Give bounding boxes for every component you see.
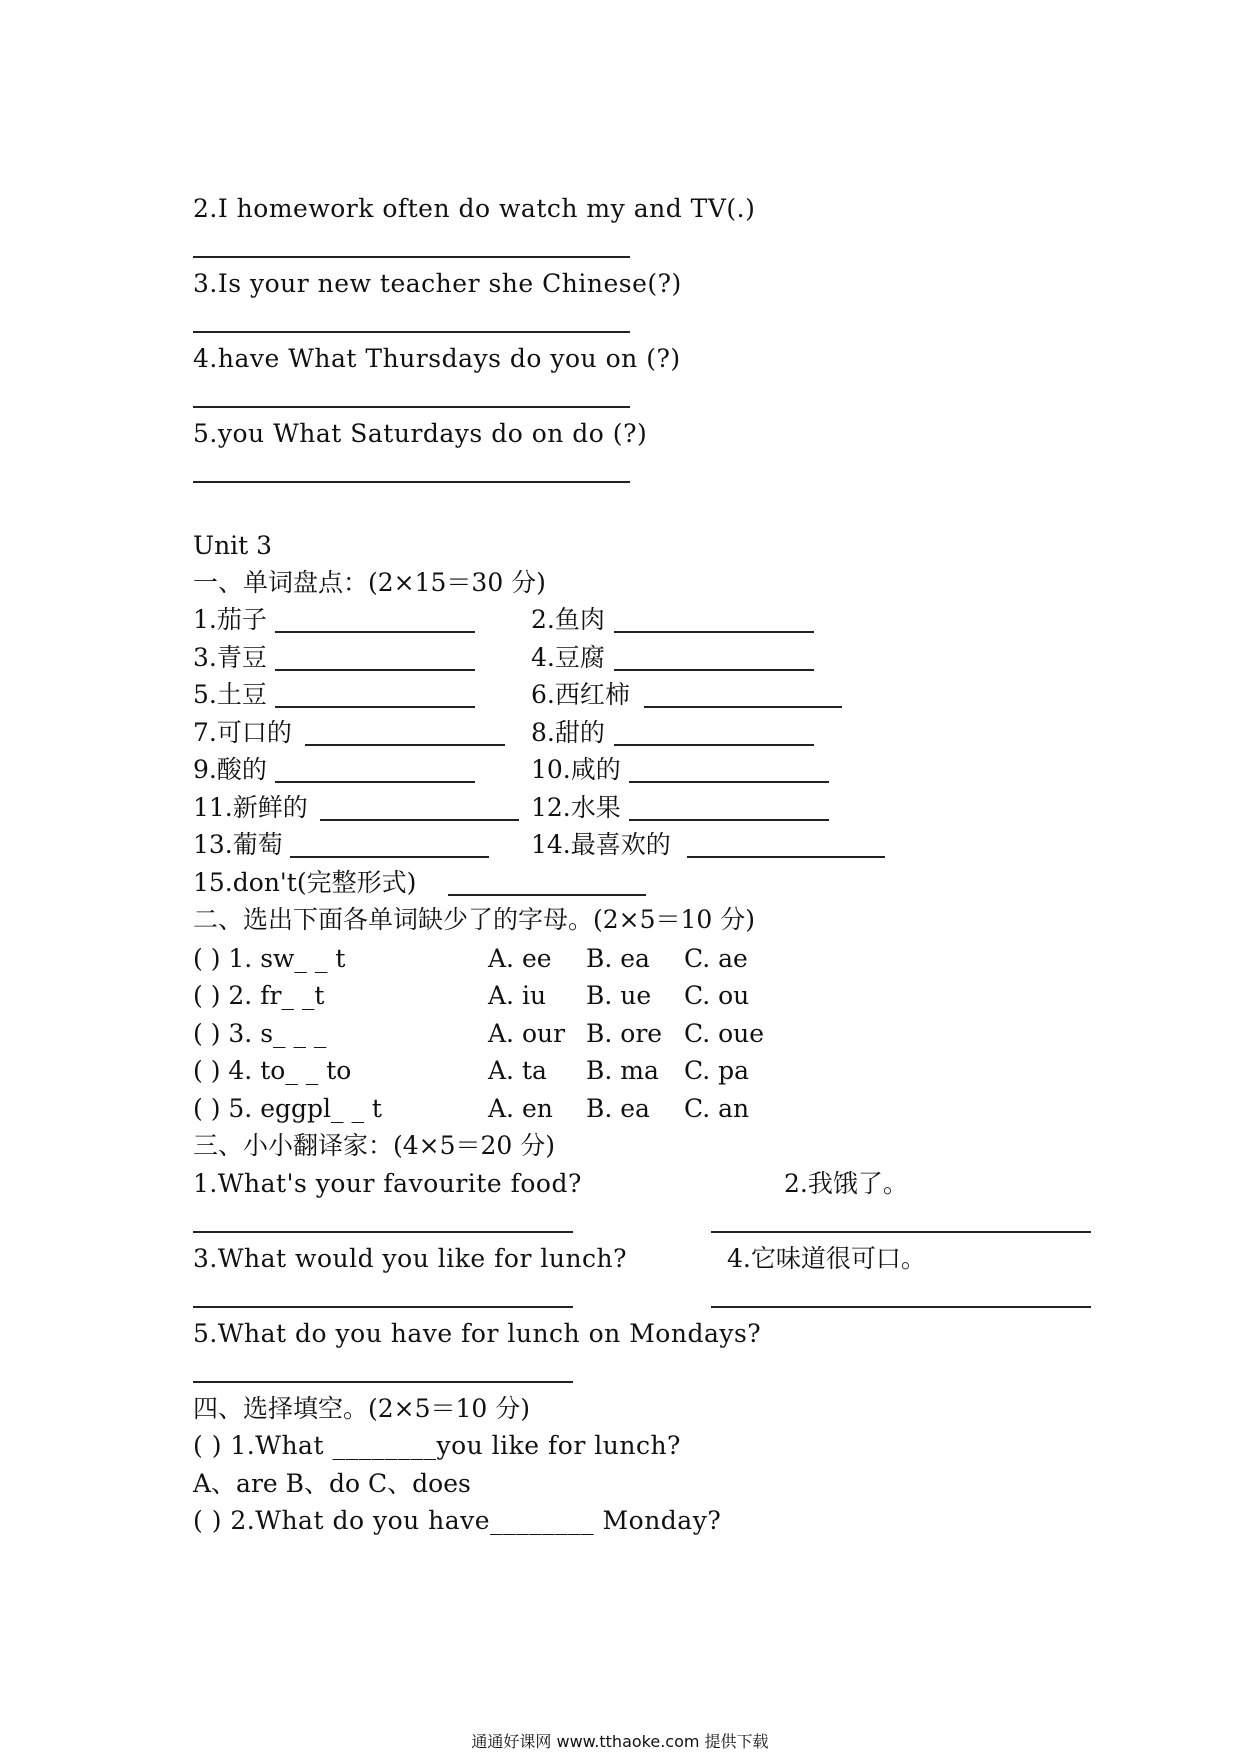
vocab-item: 2.鱼肉	[531, 605, 605, 634]
option-a[interactable]: A. our	[488, 1019, 566, 1048]
answer-line[interactable]	[275, 781, 475, 783]
reorder-item-2: 2.I homework often do watch my and TV(.)	[193, 194, 756, 223]
answer-line[interactable]	[193, 406, 630, 408]
option-b[interactable]: B. ea	[586, 1094, 650, 1123]
answer-line[interactable]	[614, 744, 814, 746]
choice-question: ( ) 1. sw_ _ t	[193, 944, 346, 973]
answer-line[interactable]	[687, 856, 885, 858]
choice-question: ( ) 2.What do you have________ Monday?	[193, 1506, 722, 1535]
answer-line[interactable]	[711, 1306, 1091, 1308]
translate-item: 1.What's your favourite food?	[193, 1169, 582, 1198]
choice-question: ( ) 1.What ________you like for lunch?	[193, 1431, 681, 1460]
option-a[interactable]: A. en	[488, 1094, 553, 1123]
answer-line[interactable]	[711, 1231, 1091, 1233]
answer-line[interactable]	[275, 669, 475, 671]
choice-question: ( ) 4. to_ _ to	[193, 1056, 352, 1085]
option-b[interactable]: B. ma	[586, 1056, 659, 1085]
translate-item: 4.它味道很可口。	[727, 1244, 926, 1273]
answer-line[interactable]	[614, 669, 814, 671]
section4-heading: 四、选择填空。(2×5＝10 分)	[193, 1394, 531, 1423]
option-c[interactable]: C. an	[684, 1094, 750, 1123]
vocab-item: 14.最喜欢的	[531, 830, 671, 859]
vocab-item: 5.土豆	[193, 680, 267, 709]
vocab-item: 10.咸的	[531, 755, 621, 784]
answer-line[interactable]	[275, 631, 475, 633]
vocab-item: 1.茄子	[193, 605, 267, 634]
answer-line[interactable]	[193, 1306, 573, 1308]
answer-line[interactable]	[290, 856, 489, 858]
answer-line[interactable]	[320, 819, 519, 821]
vocab-item: 9.酸的	[193, 755, 267, 784]
vocab-item: 4.豆腐	[531, 643, 605, 672]
option-b[interactable]: B. ea	[586, 944, 650, 973]
option-c[interactable]: C. ou	[684, 981, 750, 1010]
choice-question: ( ) 2. fr_ _t	[193, 981, 325, 1010]
choice-question: ( ) 5. eggpl_ _ t	[193, 1094, 382, 1123]
vocab-item: 12.水果	[531, 793, 621, 822]
option-a[interactable]: A. ta	[488, 1056, 547, 1085]
vocab-item: 8.甜的	[531, 718, 605, 747]
answer-line[interactable]	[629, 781, 829, 783]
answer-line[interactable]	[629, 819, 829, 821]
option-c[interactable]: C. oue	[684, 1019, 765, 1048]
unit-title: Unit 3	[193, 531, 273, 560]
answer-line[interactable]	[448, 894, 646, 896]
option-a[interactable]: A. iu	[488, 981, 547, 1010]
section2-heading: 二、选出下面各单词缺少了的字母。(2×5＝10 分)	[193, 905, 756, 934]
answer-line[interactable]	[614, 631, 814, 633]
option-c[interactable]: C. ae	[684, 944, 748, 973]
answer-line[interactable]	[644, 706, 842, 708]
answer-line[interactable]	[305, 744, 505, 746]
vocab-item: 7.可口的	[193, 718, 292, 747]
vocab-item: 15.don't(完整形式)	[193, 868, 417, 897]
translate-item: 5.What do you have for lunch on Mondays?	[193, 1319, 762, 1348]
section3-heading: 三、小小翻译家：(4×5＝20 分)	[193, 1131, 556, 1160]
option-b[interactable]: B. ue	[586, 981, 652, 1010]
reorder-item-4: 4.have What Thursdays do you on (?)	[193, 344, 681, 373]
vocab-item: 6.西红柿	[531, 680, 630, 709]
answer-line[interactable]	[193, 481, 630, 483]
reorder-item-3: 3.Is your new teacher she Chinese(?)	[193, 269, 682, 298]
section1-heading: 一、单词盘点：(2×15＝30 分)	[193, 568, 546, 597]
choice-options: A、are B、do C、does	[193, 1469, 471, 1498]
page-footer: 通通好课网 www.tthaoke.com 提供下载	[471, 1732, 769, 1751]
choice-question: ( ) 3. s_ _ _	[193, 1019, 327, 1048]
option-a[interactable]: A. ee	[488, 944, 552, 973]
option-b[interactable]: B. ore	[586, 1019, 663, 1048]
vocab-item: 11.新鲜的	[193, 793, 308, 822]
vocab-item: 13.葡萄	[193, 830, 283, 859]
answer-line[interactable]	[193, 331, 630, 333]
answer-line[interactable]	[193, 1381, 573, 1383]
answer-line[interactable]	[275, 706, 475, 708]
option-c[interactable]: C. pa	[684, 1056, 750, 1085]
answer-line[interactable]	[193, 1231, 573, 1233]
translate-item: 3.What would you like for lunch?	[193, 1244, 628, 1273]
reorder-item-5: 5.you What Saturdays do on do (?)	[193, 419, 648, 448]
answer-line[interactable]	[193, 256, 630, 258]
translate-item: 2.我饿了。	[784, 1169, 908, 1198]
vocab-item: 3.青豆	[193, 643, 267, 672]
